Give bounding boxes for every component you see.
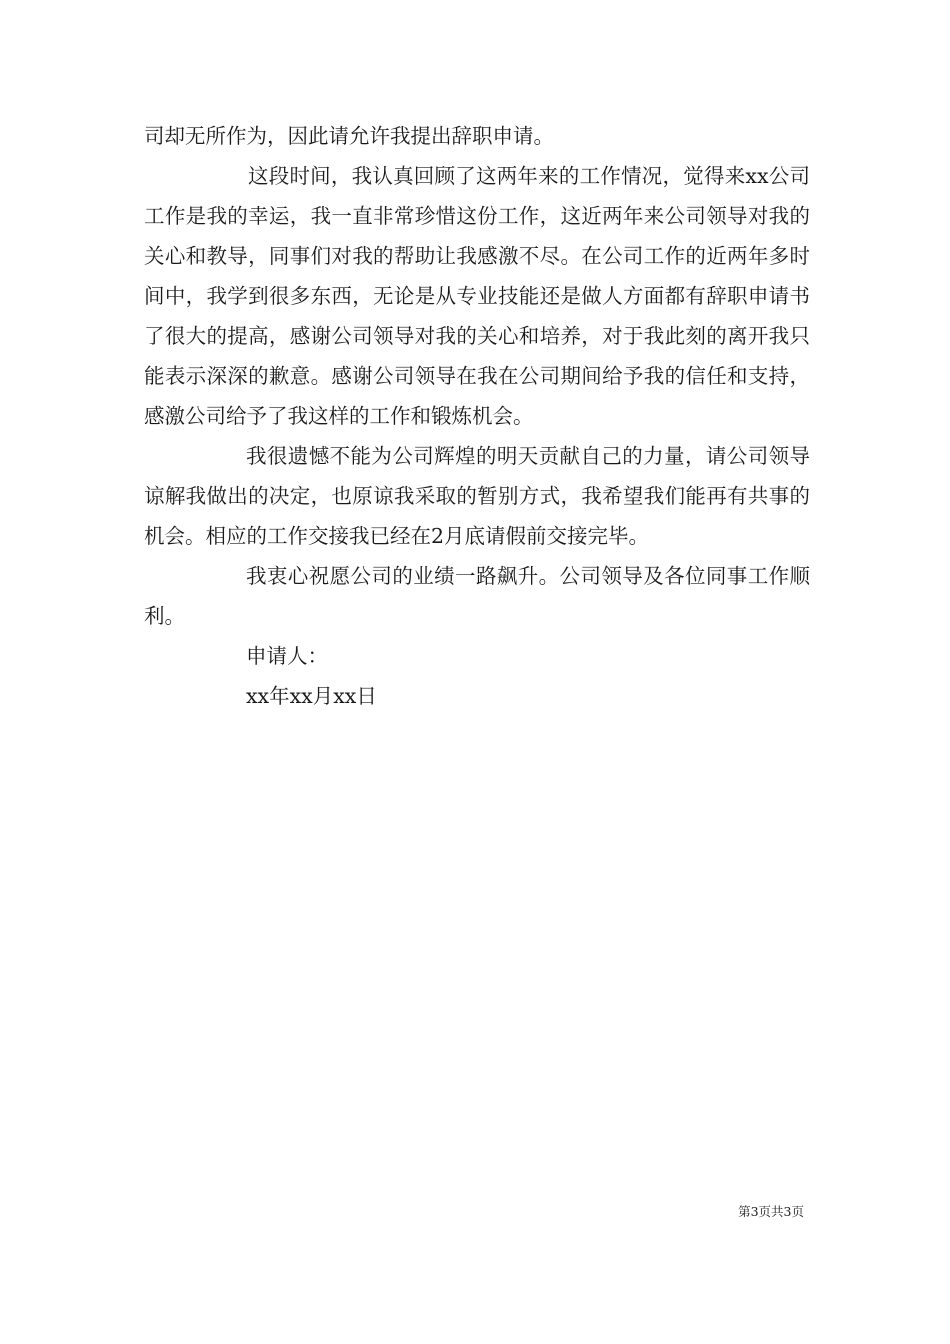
page-number-footer: 第3页共3页 [738,1204,804,1219]
document-body [144,116,810,716]
signature-date: xx年xx月xx日 [246,684,377,708]
paragraph-continuation: 司却无所作为，因此请允许我提出辞职申请。 [144,124,554,148]
applicant-label: 申请人： [246,644,328,668]
paragraph-reflection: 这段时间，我认真回顾了这两年来的工作情况，觉得来xx公司工作是我的幸运，我一直非常珍惜这份工作，这近两年来公司领导对我的关心和教导，同事们对我的帮助让我感激不尽。在公司工作的近两年多时间中，我学到很多东西，无论是从专业技能还是做人方面都有辞职申请书了很大的提高，感谢公司领导对我的关心和培养，对于我此刻的离开我只能表示深深的歉意。感谢公司领导在我在公司期间给予我的信任和支持，感激公司给予了我这样的工作和锻炼机会。 [144,164,810,428]
paragraph-apology: 我很遗憾不能为公司辉煌的明天贡献自己的力量，请公司领导谅解我做出的决定，也原谅我采取的暂别方式，我希望我们能再有共事的机会。相应的工作交接我已经在2月底请假前交接完毕。 [144,444,810,548]
paragraph-wishes: 我衷心祝愿公司的业绩一路飙升。公司领导及各位同事工作顺利。 [144,564,810,628]
